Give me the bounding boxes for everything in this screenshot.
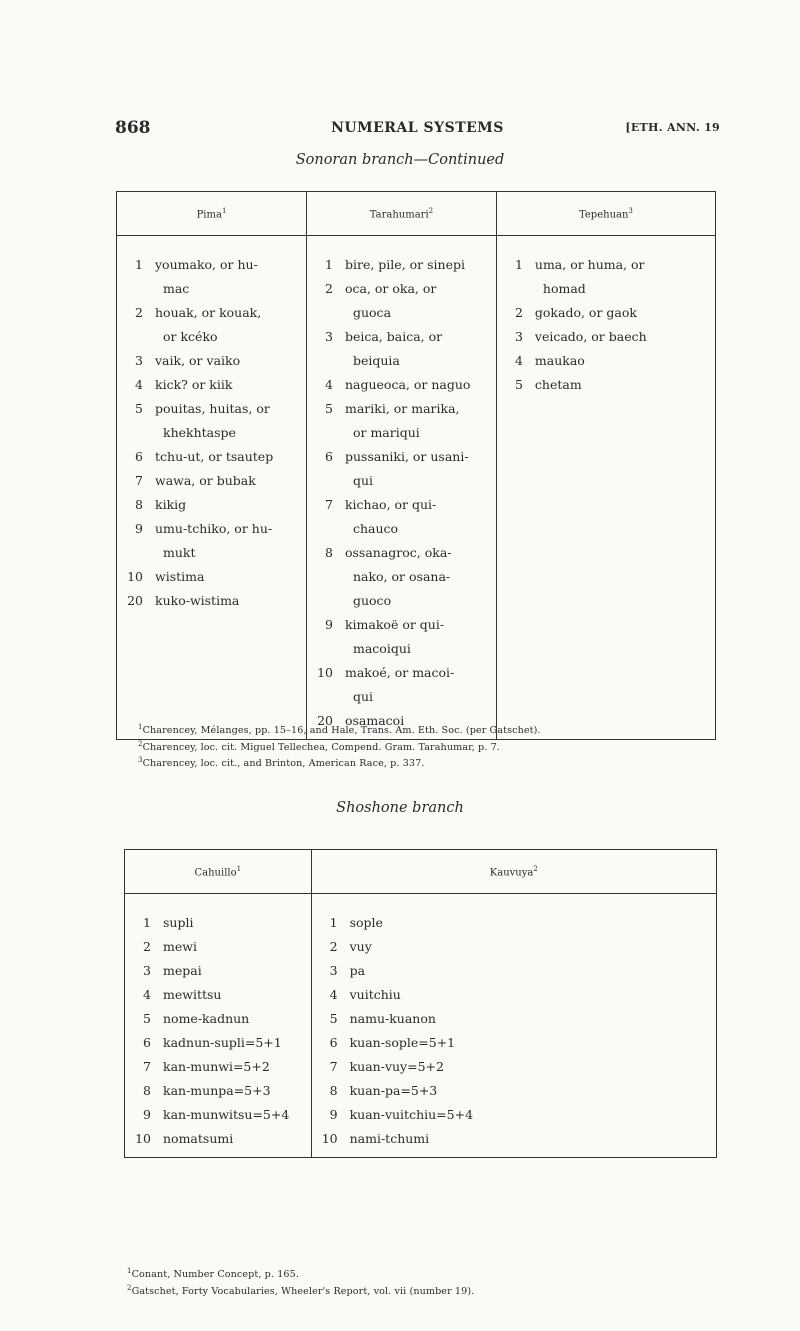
numeral-word: kuan-vuy=5+2 <box>349 1059 444 1074</box>
column-header-cahuillo <box>125 850 312 894</box>
list-item <box>125 983 311 1007</box>
numeral-word: mac <box>163 281 190 296</box>
numeral-value: 7 <box>143 1059 151 1074</box>
list-item <box>125 1127 311 1151</box>
numeral-value: 1 <box>329 915 338 930</box>
column-cell-kauvuya <box>311 894 716 1158</box>
list-item <box>307 325 496 349</box>
footnote-marker: 3 <box>628 206 633 215</box>
numeral-word: kuan-pa=5+3 <box>349 1083 438 1098</box>
footnote-text: Charencey, loc. cit., and Brinton, American Race, p. 337. <box>142 758 425 770</box>
footnote-marker: 1 <box>127 1267 132 1275</box>
numeral-word: mepai <box>163 963 202 978</box>
numeral-value: 2 <box>325 281 333 296</box>
numeral-word: kan-munwitsu=5+4 <box>163 1107 290 1122</box>
list-item <box>117 373 306 397</box>
column-header-tarahumari <box>306 192 496 236</box>
numeral-word: guoca <box>352 305 392 320</box>
footnote-marker: 2 <box>428 206 434 215</box>
numeral-value: 9 <box>329 1107 338 1122</box>
numeral-value: 9 <box>143 1107 151 1122</box>
numeral-word: wistima <box>155 569 205 584</box>
list-item <box>307 397 496 421</box>
numeral-value: 6 <box>325 449 333 464</box>
list-item <box>117 325 306 349</box>
footnote <box>138 721 541 738</box>
numeral-word: kuko-wistima <box>155 593 240 608</box>
footnote-marker: 1 <box>221 206 227 215</box>
numeral-word: supli <box>163 915 194 930</box>
list-item <box>307 301 496 325</box>
list-item <box>307 685 496 709</box>
list-item <box>117 589 306 613</box>
list-item <box>307 445 496 469</box>
list-item <box>307 253 496 277</box>
list-item <box>312 959 716 983</box>
list-item <box>307 493 496 517</box>
numeral-word: beica, baica, or <box>344 329 443 344</box>
numeral-value: 4 <box>329 987 338 1002</box>
list-item <box>497 301 715 325</box>
numeral-word: qui <box>352 473 374 488</box>
list-item <box>307 637 496 661</box>
list-item <box>312 983 716 1007</box>
numeral-value <box>117 421 143 445</box>
numeral-value: 4 <box>325 377 333 392</box>
list-item <box>307 277 496 301</box>
numeral-word: mariki, or marika, <box>344 401 460 416</box>
numeral-word: qui <box>352 689 374 704</box>
list-item <box>312 1055 716 1079</box>
numeral-value: 1 <box>135 257 143 272</box>
column-cell-pima <box>117 236 307 740</box>
numeral-word: vuy <box>349 939 372 954</box>
numeral-word: kichao, or qui- <box>344 497 437 512</box>
numeral-word: umu-tchiko, or hu- <box>155 521 273 536</box>
column-cell-cahuillo <box>125 894 312 1158</box>
footnote-text: Gatschet, Forty Vocabularies, Wheeler's Report, vol. vii (number 19). <box>131 1285 475 1297</box>
numeral-value: 2 <box>329 939 338 954</box>
numeral-word: or mariqui <box>352 425 420 440</box>
column-header-label: Cahuillo <box>194 867 237 879</box>
numeral-value: 6 <box>329 1035 338 1050</box>
numeral-word: pouitas, huitas, or <box>155 401 270 416</box>
page-number: 868 <box>115 118 151 138</box>
list-item <box>117 421 306 445</box>
list-item <box>125 1103 311 1127</box>
sonoran-footnotes <box>138 721 541 771</box>
numeral-word: sople <box>349 915 383 930</box>
numeral-value: 9 <box>325 617 333 632</box>
numeral-word: macoiqui <box>352 641 411 656</box>
numeral-value: 8 <box>325 545 333 560</box>
list-item <box>117 517 306 541</box>
numeral-word: nome-kadnun <box>163 1011 250 1026</box>
numeral-value: 2 <box>514 305 523 320</box>
footnote-marker: 1 <box>138 723 143 731</box>
column-header-tepehuan <box>496 192 715 236</box>
numeral-word: beiquia <box>352 353 400 368</box>
list-item <box>125 1031 311 1055</box>
numeral-value: 10 <box>321 1131 338 1146</box>
numeral-word: ossanagroc, oka- <box>344 545 452 560</box>
sonoran-table <box>116 191 716 740</box>
list-item <box>307 565 496 589</box>
footnote <box>127 1265 474 1282</box>
numeral-word: osamacoi <box>344 713 405 728</box>
numeral-word: kuan-vuitchiu=5+4 <box>349 1107 474 1122</box>
list-item <box>125 935 311 959</box>
list-item <box>497 277 715 301</box>
list-item <box>117 493 306 517</box>
shoshone-footnotes <box>127 1265 474 1298</box>
list-item <box>125 911 311 935</box>
list-item <box>117 397 306 421</box>
numeral-word: chetam <box>534 377 582 392</box>
list-item <box>312 1079 716 1103</box>
numeral-value: 4 <box>143 987 151 1002</box>
numeral-word: nagueoca, or naguo <box>344 377 471 392</box>
numeral-word: homad <box>542 281 586 296</box>
numeral-word: mukt <box>163 545 196 560</box>
shoshone-table <box>124 849 717 1158</box>
numeral-value: 2 <box>135 305 143 320</box>
numeral-value: 1 <box>325 257 333 272</box>
numeral-value: 7 <box>325 497 333 512</box>
column-cell-tepehuan <box>496 236 715 740</box>
numeral-word: uma, or huma, or <box>534 257 645 272</box>
running-title: NUMERAL SYSTEMS <box>331 120 504 136</box>
numeral-value: 6 <box>143 1035 151 1050</box>
numeral-value <box>117 541 143 565</box>
numeral-value: 5 <box>325 401 333 416</box>
numeral-value: 1 <box>143 915 151 930</box>
numeral-value: 8 <box>135 497 143 512</box>
list-item <box>312 1127 716 1151</box>
list-item <box>307 373 496 397</box>
numeral-word: nami-tchumi <box>349 1131 430 1146</box>
numeral-value <box>307 517 333 541</box>
list-item <box>117 253 306 277</box>
numeral-word: oca, or oka, or <box>344 281 437 296</box>
column-cell-tarahumari <box>306 236 496 740</box>
numeral-word: bire, pile, or sinepi <box>344 257 465 272</box>
numeral-word: tchu-ut, or tsautep <box>155 449 274 464</box>
numeral-word: pa <box>349 963 366 978</box>
numeral-word: chauco <box>352 521 399 536</box>
numeral-value <box>307 349 333 373</box>
list-item <box>307 589 496 613</box>
list-item <box>312 1031 716 1055</box>
numeral-value: 8 <box>143 1083 151 1098</box>
numeral-word: namu-kuanon <box>349 1011 436 1026</box>
footnote <box>138 738 541 755</box>
numeral-word: kan-munpa=5+3 <box>163 1083 271 1098</box>
list-item <box>117 349 306 373</box>
numeral-word: houak, or kouak, <box>155 305 262 320</box>
numeral-word: nomatsumi <box>163 1131 234 1146</box>
numeral-value: 5 <box>143 1011 151 1026</box>
list-item <box>117 469 306 493</box>
list-item <box>117 277 306 301</box>
numeral-word: vaik, or vaiko <box>155 353 241 368</box>
numeral-value: 5 <box>514 377 523 392</box>
footnote-marker: 3 <box>138 756 143 765</box>
numeral-word: guoco <box>352 593 392 608</box>
numeral-value: 7 <box>135 473 143 488</box>
numeral-value: 6 <box>135 449 143 464</box>
numeral-word: vuitchiu <box>349 987 401 1002</box>
numeral-word: mewi <box>163 939 197 954</box>
numeral-value <box>307 637 333 661</box>
list-item <box>497 325 715 349</box>
numeral-value: 10 <box>127 569 143 584</box>
list-item <box>497 349 715 373</box>
numeral-value <box>307 469 333 493</box>
numeral-word: veicado, or baech <box>534 329 647 344</box>
numeral-value <box>497 277 523 301</box>
numeral-value: 7 <box>329 1059 338 1074</box>
column-header-label: Kauvuya <box>489 867 534 879</box>
footnote <box>138 754 541 771</box>
numeral-word: kikig <box>155 497 187 512</box>
running-head <box>115 118 720 138</box>
column-header-label: Tepehuan <box>579 209 629 221</box>
numeral-value: 3 <box>325 329 333 344</box>
numeral-word: or kcéko <box>163 329 218 344</box>
numeral-word: youmako, or hu- <box>155 257 258 272</box>
list-item <box>312 1007 716 1031</box>
numeral-value: 3 <box>135 353 143 368</box>
numeral-value <box>117 325 143 349</box>
footnote <box>127 1282 474 1299</box>
numeral-word: khekhtaspe <box>163 425 236 440</box>
footnote-marker: 2 <box>533 864 538 873</box>
numeral-value: 2 <box>143 939 151 954</box>
numeral-word: makoé, or macoi- <box>344 665 455 680</box>
list-item <box>125 1079 311 1103</box>
numeral-value <box>307 565 333 589</box>
numeral-value: 20 <box>317 713 333 728</box>
numeral-word: pussaniki, or usani- <box>344 449 469 464</box>
numeral-value <box>117 277 143 301</box>
numeral-value: 4 <box>514 353 523 368</box>
numeral-value: 8 <box>329 1083 338 1098</box>
numeral-word: mewittsu <box>163 987 222 1002</box>
shoshone-title: Shoshone branch <box>336 800 464 816</box>
numeral-value <box>307 301 333 325</box>
list-item <box>307 541 496 565</box>
list-item <box>117 541 306 565</box>
list-item <box>497 373 715 397</box>
sonoran-title: Sonoran branch—Continued <box>295 152 505 168</box>
numeral-value <box>307 685 333 709</box>
numeral-value: 10 <box>135 1131 151 1146</box>
numeral-word: kuan-sople=5+1 <box>349 1035 456 1050</box>
list-item <box>117 301 306 325</box>
footnote-text: Conant, Number Concept, p. 165. <box>131 1269 299 1281</box>
list-item <box>312 935 716 959</box>
list-item <box>312 911 716 935</box>
list-item <box>307 421 496 445</box>
list-item <box>117 565 306 589</box>
footnote-text: Charencey, Mélanges, pp. 15–16, and Hale, Trans. Am. Eth. Soc. (per Gatschet). <box>142 725 541 737</box>
numeral-word: nako, or osana- <box>352 569 451 584</box>
numeral-value: 4 <box>135 377 143 392</box>
column-header-kauvuya <box>311 850 716 894</box>
footnote-text: Charencey, loc. cit. Miguel Tellechea, Compend. Gram. Tarahumar, p. 7. <box>142 741 500 753</box>
numeral-value: 5 <box>135 401 143 416</box>
numeral-value: 3 <box>514 329 523 344</box>
numeral-word: maukao <box>534 353 585 368</box>
list-item <box>125 1007 311 1031</box>
footnote-marker: 2 <box>138 739 143 748</box>
list-item <box>307 613 496 637</box>
list-item <box>307 517 496 541</box>
list-item <box>125 1055 311 1079</box>
footnote-marker: 2 <box>127 1283 132 1292</box>
numeral-value: 20 <box>127 593 143 608</box>
list-item <box>125 959 311 983</box>
column-header-pima <box>117 192 307 236</box>
numeral-value: 3 <box>143 963 151 978</box>
numeral-word: kick? or kiik <box>155 377 233 392</box>
numeral-value: 10 <box>317 665 333 680</box>
list-item <box>497 253 715 277</box>
running-head-right: [ETH. ANN. 19 <box>625 121 720 134</box>
list-item <box>307 661 496 685</box>
numeral-word: kadnun-supli=5+1 <box>163 1035 282 1050</box>
numeral-word: gokado, or gaok <box>534 305 637 320</box>
numeral-value: 5 <box>329 1011 338 1026</box>
list-item <box>307 469 496 493</box>
numeral-value: 9 <box>135 521 143 536</box>
list-item <box>307 349 496 373</box>
numeral-value <box>307 421 333 445</box>
numeral-word: wawa, or bubak <box>155 473 256 488</box>
numeral-value <box>307 589 333 613</box>
column-header-label: Tarahumari <box>369 209 429 221</box>
list-item <box>117 445 306 469</box>
numeral-value: 1 <box>514 257 523 272</box>
list-item <box>312 1103 716 1127</box>
footnote-marker: 1 <box>236 864 242 873</box>
numeral-word: kan-munwi=5+2 <box>163 1059 270 1074</box>
numeral-value: 3 <box>329 963 338 978</box>
column-header-label: Pima <box>196 209 222 221</box>
numeral-word: kimakoë or qui- <box>344 617 445 632</box>
